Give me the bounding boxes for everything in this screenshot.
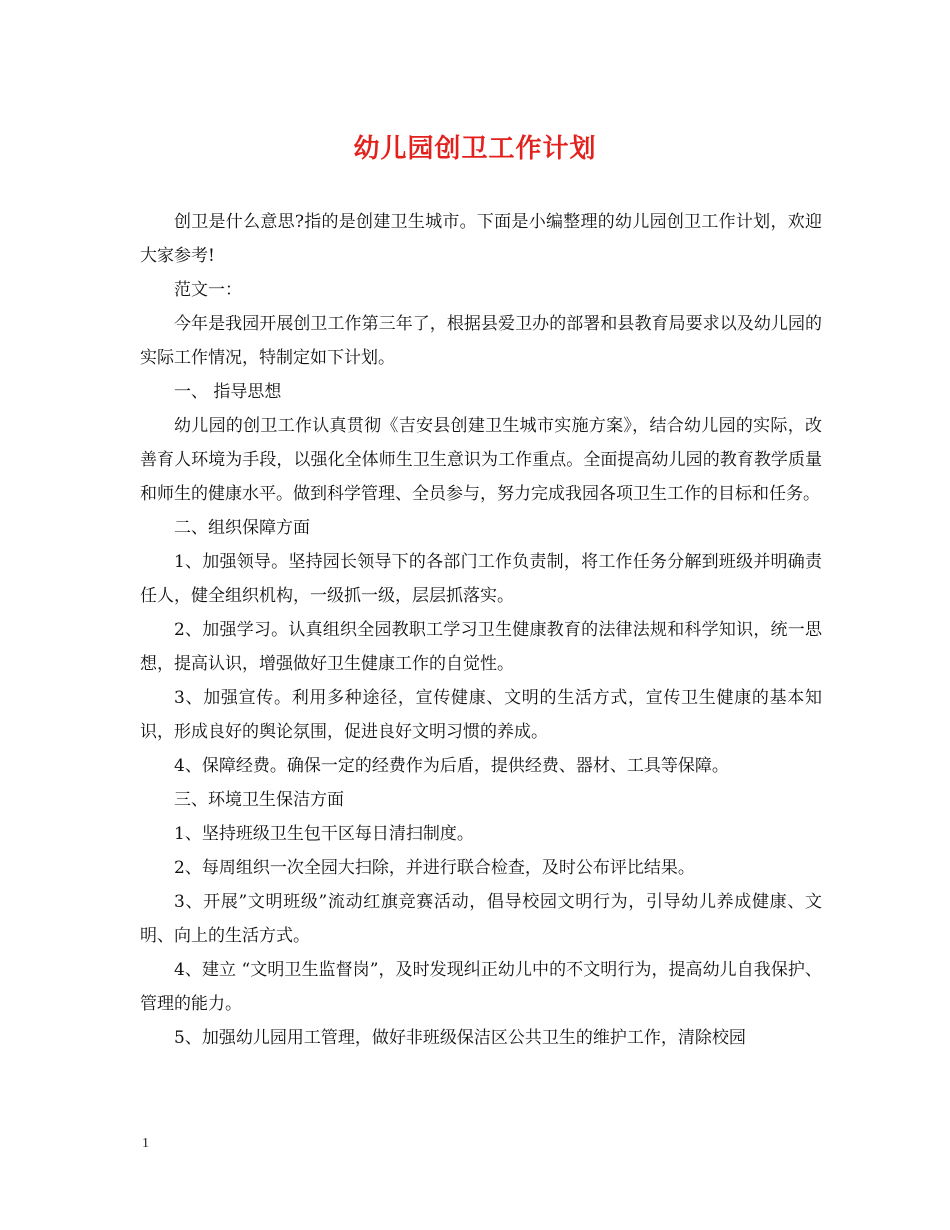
document-title: 幼儿园创卫工作计划 bbox=[353, 134, 597, 164]
paragraph-intro: 创卫是什么意思?指的是创建卫生城市。下面是小编整理的幼儿园创卫工作计划，欢迎大家参考! bbox=[140, 212, 822, 266]
paragraph-staff-management: 5、加强幼儿园用工管理，做好非班级保洁区公共卫生的维护工作，清除校园 bbox=[174, 1028, 746, 1048]
paragraph-weekly-cleaning: 2、每周组织一次全园大扫除，并进行联合检查，及时公布评比结果。 bbox=[174, 858, 695, 878]
heading-environment: 三、环境卫生保洁方面 bbox=[174, 790, 344, 810]
paragraph-publicity: 3、加强宣传。利用多种途径，宣传健康、文明的生活方式，宣传卫生健康的基本知识，形成良好的舆论氛围，促进良好文明习惯的养成。 bbox=[140, 688, 822, 742]
heading-organization: 二、组织保障方面 bbox=[174, 518, 310, 538]
page-number: 1 bbox=[142, 1136, 149, 1151]
heading-guiding-ideology: 一、 指导思想 bbox=[174, 382, 282, 402]
paragraph-supervision-post: 4、建立 “文明卫生监督岗”，及时发现纠正幼儿中的不文明行为，提高幼儿自我保护、管理的能力。 bbox=[140, 960, 822, 1014]
paragraph-sample-label: 范文一： bbox=[174, 280, 242, 300]
paragraph-daily-cleaning: 1、坚持班级卫生包干区每日清扫制度。 bbox=[174, 824, 474, 844]
paragraph-learning: 2、加强学习。认真组织全园教职工学习卫生健康教育的法律法规和科学知识，统一思想，提高认识，增强做好卫生健康工作的自觉性。 bbox=[140, 620, 822, 674]
paragraph-funding: 4、保障经费。确保一定的经费作为后盾，提供经费、器材、工具等保障。 bbox=[174, 756, 729, 776]
paragraph-civilized-class: 3、开展”文明班级”流动红旗竞赛活动，倡导校园文明行为，引导幼儿养成健康、文明、向上的生活方式。 bbox=[140, 892, 822, 946]
document-body bbox=[140, 205, 822, 1055]
paragraph-leadership: 1、加强领导。坚持园长领导下的各部门工作负责制，将工作任务分解到班级并明确责任人，健全组织机构，一级抓一级，层层抓落实。 bbox=[140, 552, 822, 606]
paragraph-guiding-ideology: 幼儿园的创卫工作认真贯彻《吉安县创建卫生城市实施方案》，结合幼儿园的实际，改善育人环境为手段，以强化全体师生卫生意识为工作重点。全面提高幼儿园的教育教学质量和师生的健康水平。做到科学管理、全员参与，努力完成我园各项卫生工作的目标和任务。 bbox=[140, 416, 822, 504]
paragraph-preamble: 今年是我园开展创卫工作第三年了，根据县爱卫办的部署和县教育局要求以及幼儿园的实际工作情况，特制定如下计划。 bbox=[140, 314, 822, 368]
